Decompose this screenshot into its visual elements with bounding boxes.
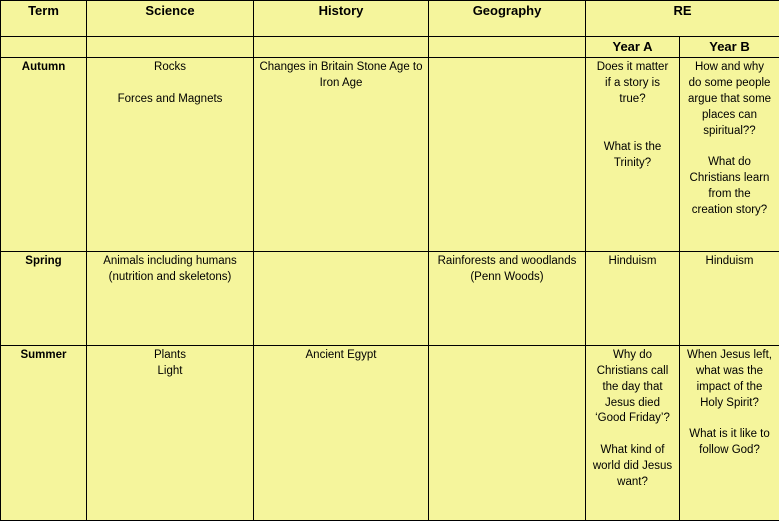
- re-year-a-cell: [586, 58, 680, 252]
- re-year-b-item: When Jesus left, what was the impact of the Holy Spirit?: [686, 349, 772, 409]
- re-year-a-item: What is the Trinity?: [603, 140, 662, 169]
- re-year-b-item: How and why do some people argue that some places can spiritual??: [687, 61, 772, 137]
- science-item: Animals including humans (nutrition and skeletons): [103, 255, 237, 284]
- re-year-a-cell: [586, 252, 680, 346]
- re-year-b-cell: [680, 252, 779, 346]
- header-year-a: Year A: [586, 37, 680, 58]
- science-cell: [87, 252, 254, 346]
- subheader-row: [1, 37, 779, 58]
- history-cell: [254, 58, 429, 252]
- row-autumn: [1, 58, 779, 252]
- history-cell: [254, 252, 429, 346]
- term-label: Autumn: [1, 58, 87, 252]
- history-cell: [254, 346, 429, 521]
- header-science: Science: [87, 1, 254, 37]
- re-year-a-item: Hinduism: [608, 255, 657, 268]
- header-history: History: [254, 1, 429, 37]
- subheader-empty-history: [254, 37, 429, 58]
- science-cell: [87, 346, 254, 521]
- re-year-b-item: What do Christians learn from the creation story?: [689, 156, 770, 216]
- geography-cell: [429, 58, 586, 252]
- re-year-b-item: What is it like to follow God?: [689, 428, 770, 457]
- science-cell: [87, 58, 254, 252]
- subheader-empty-term: [1, 37, 87, 58]
- term-label: Summer: [1, 346, 87, 521]
- re-year-b-cell: [680, 346, 779, 521]
- science-item: Rocks: [154, 61, 186, 74]
- re-year-a-item: Does it matter if a story is true?: [596, 61, 669, 105]
- science-item: Plants Light: [154, 349, 186, 378]
- geography-item: Rainforests and woodlands (Penn Woods): [437, 255, 577, 284]
- header-geography: Geography: [429, 1, 586, 37]
- re-year-a-cell: [586, 346, 680, 521]
- re-year-b-item: Hinduism: [705, 255, 754, 268]
- subheader-empty-science: [87, 37, 254, 58]
- row-spring: [1, 252, 779, 346]
- subheader-empty-geography: [429, 37, 586, 58]
- re-year-b-cell: [680, 58, 779, 252]
- header-row: [1, 1, 779, 37]
- re-year-a-item: Why do Christians call the day that Jesus died ‘Good Friday’?: [595, 349, 670, 425]
- science-item: Forces and Magnets: [117, 93, 223, 106]
- header-year-b: Year B: [680, 37, 779, 58]
- history-item: Changes in Britain Stone Age to Iron Age: [259, 61, 423, 90]
- term-label: Spring: [1, 252, 87, 346]
- geography-cell: [429, 252, 586, 346]
- row-summer: [1, 346, 779, 521]
- history-item: Ancient Egypt: [305, 349, 377, 362]
- re-year-a-item: What kind of world did Jesus want?: [592, 444, 673, 488]
- header-term: Term: [1, 1, 87, 37]
- header-re: RE: [586, 1, 779, 37]
- geography-cell: [429, 346, 586, 521]
